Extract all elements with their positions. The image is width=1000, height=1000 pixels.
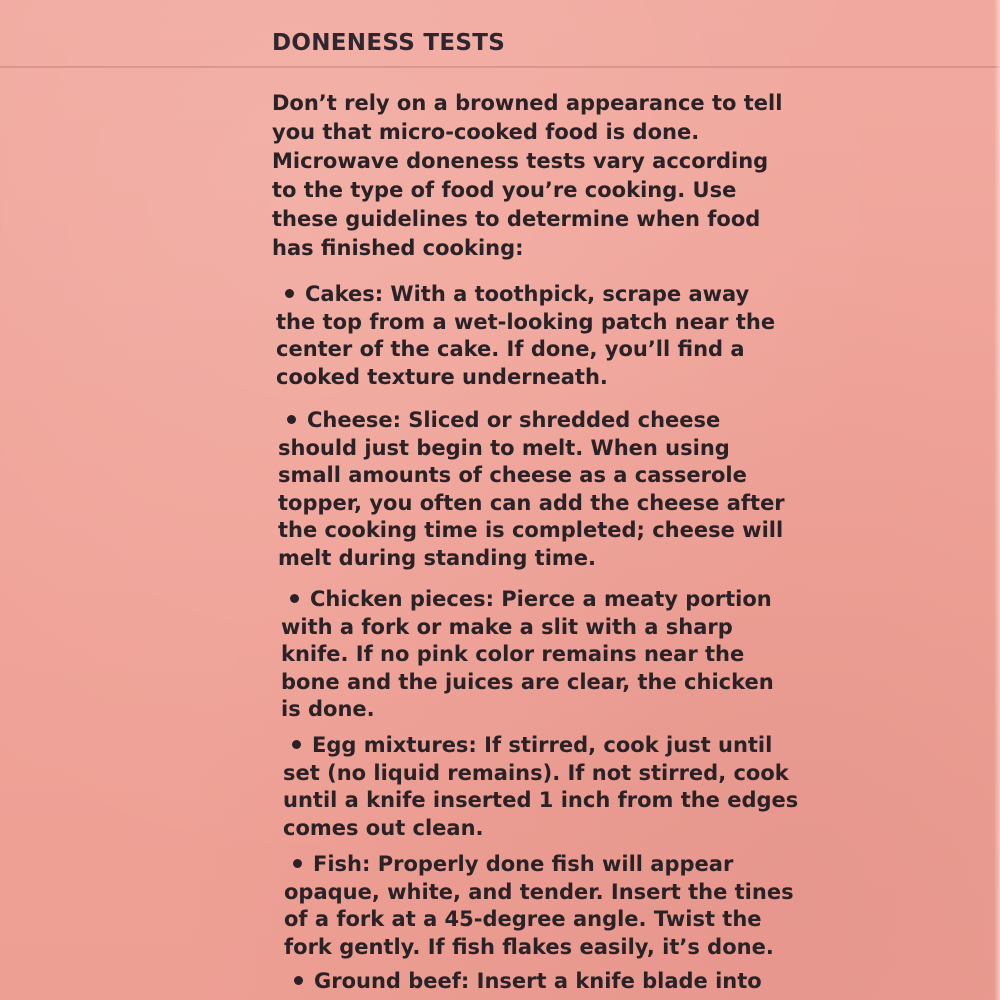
intro-line: you that micro-cooked food is done. [272, 120, 700, 144]
section-heading: DONENESS TESTS [272, 30, 506, 56]
item-first-line [285, 968, 762, 996]
item-line: until a knife inserted 1 inch from the edges [283, 788, 799, 812]
item-line: cooked texture underneath. [276, 364, 608, 389]
list-item-fish [284, 851, 794, 961]
intro-line: these guidelines to determine when food [272, 207, 761, 231]
item-line: of a fork at a 45-degree angle. Twist the [284, 907, 762, 931]
item-text: Egg mixtures: If stirred, cook just until [312, 733, 773, 757]
item-line: bone and the juices are clear, the chicken [281, 669, 774, 694]
item-text: Chicken pieces: Pierce a meaty portion [310, 587, 772, 611]
item-first-line [278, 407, 785, 435]
list-item-ground-beef [285, 968, 762, 996]
item-line: fork gently. If fish flakes easily, it’s done. [284, 934, 774, 959]
item-first-line [283, 732, 798, 760]
item-line: the cooking time is completed; cheese will [278, 518, 784, 542]
list-item-cheese [278, 407, 785, 572]
bullet-icon [285, 289, 294, 298]
item-line: opaque, white, and tender. Insert the tines [284, 879, 794, 904]
bullet-icon [290, 594, 299, 603]
list-item-chicken-pieces [281, 586, 774, 724]
item-first-line [281, 586, 774, 614]
item-first-line [284, 851, 794, 879]
list-item-cakes [276, 281, 775, 391]
intro-text [272, 89, 812, 263]
bullet-icon [292, 740, 301, 749]
page-fold-line [0, 66, 1000, 68]
intro-line: Don’t rely on a browned appearance to tell [272, 91, 783, 115]
bullet-icon [293, 859, 302, 868]
item-line: with a fork or make a slit with a sharp [281, 614, 733, 639]
intro-line: to the type of food you’re cooking. Use [272, 178, 737, 202]
page-edge-highlight [994, 0, 1000, 1000]
item-line: knife. If no pink color remains near the [281, 642, 745, 666]
item-line: the top from a wet-looking patch near the [276, 309, 776, 334]
intro-line: has finished cooking: [272, 236, 524, 260]
item-line: set (no liquid remains). If not stirred, cook [283, 760, 789, 785]
item-line: comes out clean. [283, 815, 484, 840]
item-line: melt during standing time. [278, 545, 597, 570]
item-line: should just begin to melt. When using [278, 435, 730, 460]
item-text: Cakes: With a toothpick, scrape away [305, 282, 750, 306]
bullet-icon [287, 415, 296, 424]
list-item-egg-mixtures [283, 732, 798, 842]
item-text: Fish: Properly done fish will appear [313, 852, 734, 876]
item-line: center of the cake. If done, you’ll find a [276, 337, 745, 361]
item-text: Cheese: Sliced or shredded cheese [307, 408, 721, 432]
bullet-icon [294, 976, 303, 985]
item-text: Ground beef: Insert a knife blade into [314, 969, 762, 993]
item-first-line [276, 281, 775, 309]
intro-paragraph [272, 89, 812, 263]
item-line: topper, you often can add the cheese after [278, 490, 785, 515]
item-line: is done. [281, 697, 375, 721]
item-line: small amounts of cheese as a casserole [278, 463, 747, 487]
intro-line: Microwave doneness tests vary according [272, 149, 769, 173]
